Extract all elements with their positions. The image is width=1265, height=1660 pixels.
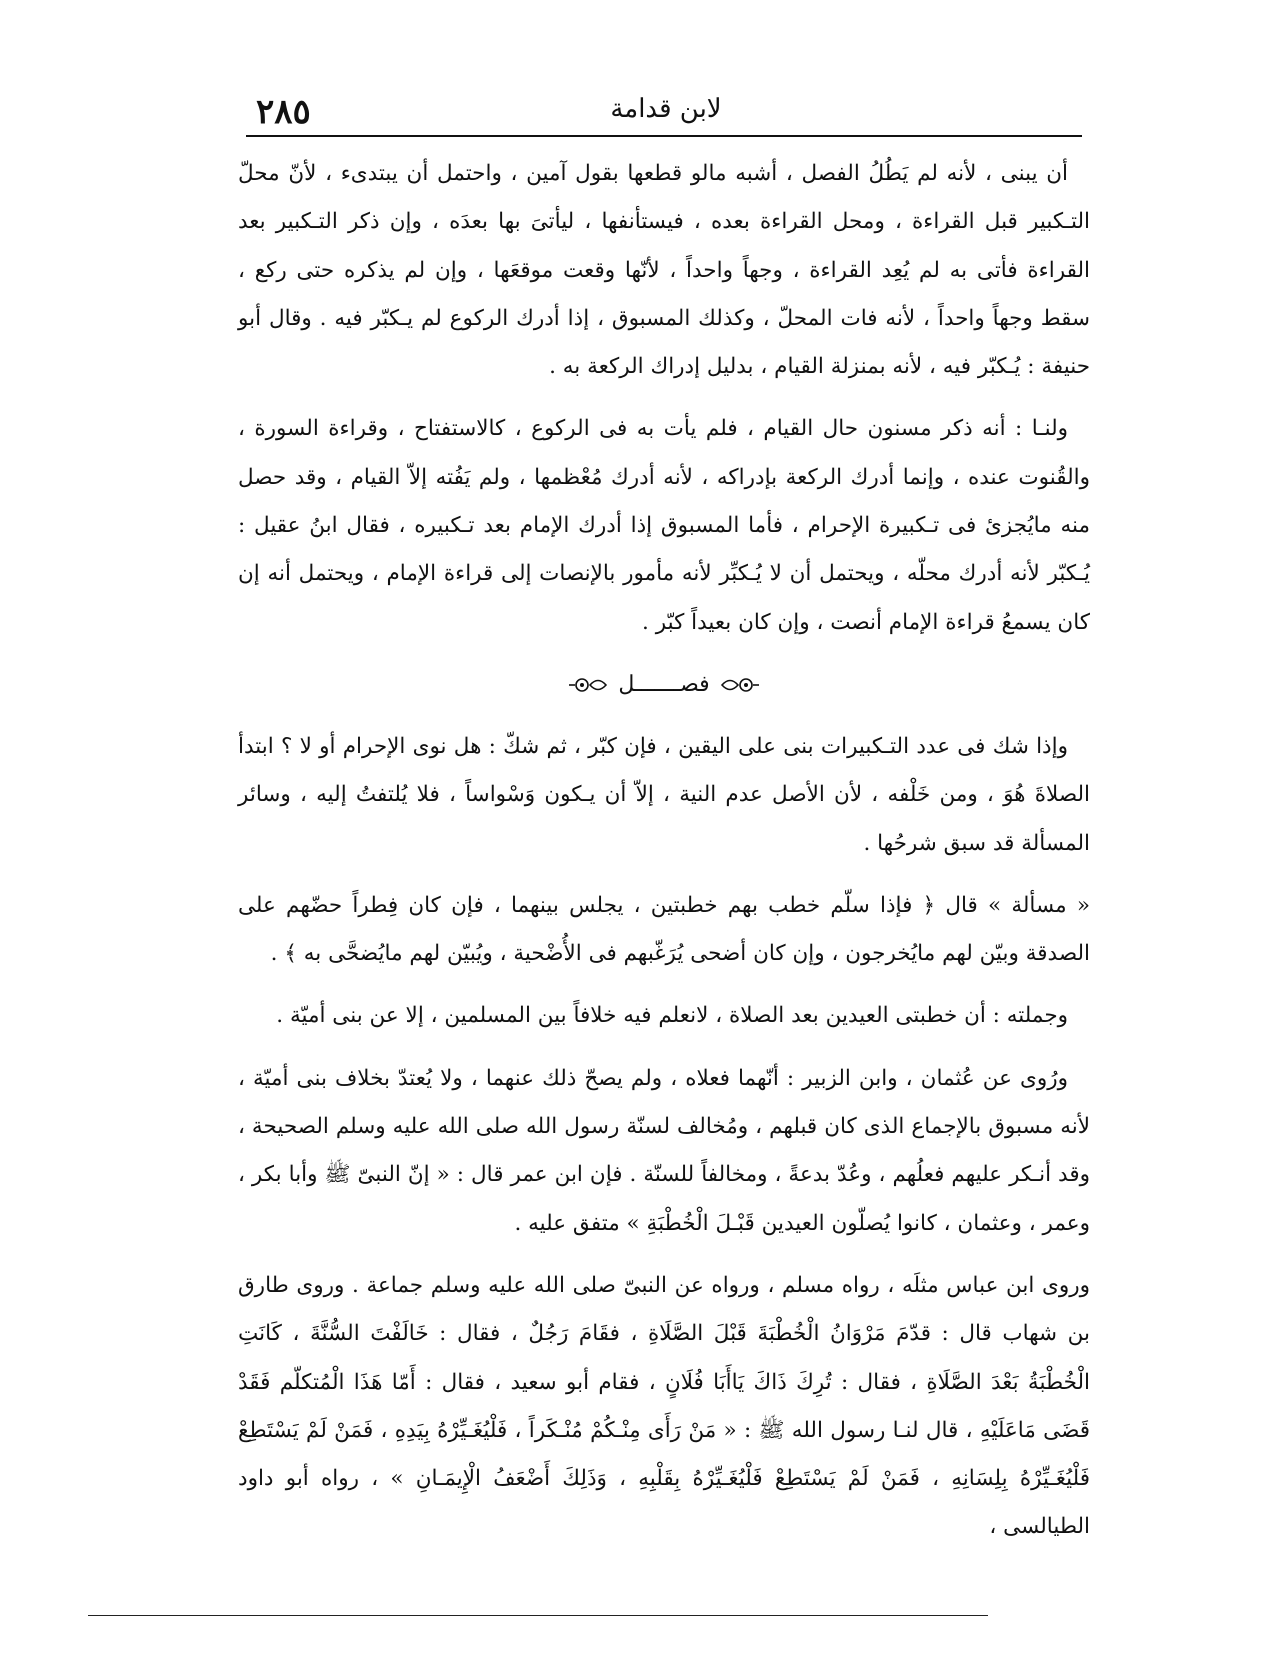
paragraph: أن يبنى ، لأنه لم يَطُلُ الفصل ، أشبه مالو قطعها بقول آمين ، واحتمل أن يبتدىء ، لأنّ محلّ التـكبير قبل القراءة ، ومحل القراءة بعده ، فيستأنفها ، ليأتىَ بها بعدَه ، وإن ذكر التـكبير بعد القراءة فأتى به لم يُعِد القراءة ، وجهاً واحداً ، لأنّها وقعت موقعَها ، وإن لم يذكره حتى ركع ، سقط وجهاً واحداً ، لأنه فات المحلّ ، وكذلك المسبوق ، إذا أدرك الركوع لم يـكبّر فيه . وقال أبو حنيفة : يُـكبّر فيه ، لأنه بمنزلة القيام ، بدليل إدراك الركعة به . [238, 161, 1090, 380]
section-divider [238, 661, 1090, 709]
ornament-right-icon [720, 674, 760, 696]
paragraph: ولنـا : أنه ذكر مسنون حال القيام ، فلم يأت به فى الركوع ، كالاستفتاح ، وقراءة السورة ، والقُنوت عنده ، وإنما أدرك الركعة بإدراكه ، لأنه أدرك مُعْظمها ، ولم يَفُته إلاّ القيام ، وقد حصل منه مايُجزئ فى تـكبيرة الإحرام ، فأما المسبوق إذا أدرك الإمام بعد تـكبيره ، فقال ابنُ عقيل : يُـكبّر لأنه أدرك محلّه ، ويحتمل أن لا يُـكبِّر لأنه مأمور بالإنصات إلى قراءة الإمام ، ويحتمل أنه إن كان يسمعُ قراءة الإمام أنصت ، وإن كان بعيداً كبّر . [238, 416, 1090, 635]
paragraph: وروى ابن عباس مثلَه ، رواه مسلم ، ورواه عن النبىّ صلى الله عليه وسلم جماعة . وروى طارق بن شهاب قال : قدّمَ مَرْوَانُ الْخُطْبَةَ قَبْلَ الصَّلَاةِ ، فقَامَ رَجُلٌ ، فقال : خَالَفْتَ السُّنَّةَ ، كَانَتِ الْخُطْبَةُ بَعْدَ الصَّلَاةِ ، فقال : تُرِكَ ذَاكَ يَاأَبَا فُلَانٍ ، فقام أبو سعيد ، فقال : أَمّا هَذَا الْمُتكلّم فَقَدْ قَضَى مَاعَلَيْهِ ، قال لنـا رسول الله ﷺ : « مَنْ رَأَى مِنْـكُمْ مُنْـكَراً ، فَلْيُغَـيِّرْهُ بِيَدِهِ ، فَمَنْ لَمْ يَسْتَطِعْ فَلْيُغَـيِّرْهُ بِلِسَانِهِ ، فَمَنْ لَمْ يَسْتَطِعْ فَلْيُغَـيِّرْهُ بِقَلْبِهِ ، وَذَلِكَ أَضْعَفُ الْإِيمَـانِ » ، رواه أبو داود الطيالسى ، [238, 1272, 1090, 1540]
page-body [238, 150, 1090, 1566]
running-title: لابن قدامة [610, 94, 722, 124]
page-header [256, 92, 1076, 132]
paragraph: وإذا شك فى عدد التـكبيرات بنى على اليقين ، فإن كبّر ، ثم شكّ : هل نوى الإحرام أو لا ؟ ابتدأ الصلاةَ هُوَ ، ومن خَلْفه ، لأن الأصل عدم النية ، إلاّ أن يـكون وَسْواساً ، فلا يُلتفتُ إليه ، وسائر المسألة قد سبق شرحُها . [238, 733, 1090, 856]
ornament-left-icon [568, 674, 608, 696]
section-title: فصـــــــل [618, 671, 710, 697]
paragraph: « مسألة » قال ﴿ فإذا سلّم خطب بهم خطبتين ، يجلس بينهما ، فإن كان فِطراً حضّهم على الصدقة وبيّن لهم مايُخرجون ، وإن كان أضحى يُرَغّبهم فى الأُضْحية ، ويُبيّن لهم مايُضحَّى به ﴾ . [238, 892, 1090, 967]
paragraph: وجملته : أن خطبتى العيدين بعد الصلاة ، لانعلم فيه خلافاً بين المسلمين ، إلا عن بنى أميّة . [276, 1003, 1068, 1029]
footer-rule [88, 1615, 988, 1616]
header-rule [246, 135, 1082, 137]
paragraph: ورُوى عن عُثمان ، وابن الزبير : أنّهما فعلاه ، ولم يصحّ ذلك عنهما ، ولا يُعتدّ بخلاف بنى أميّة ، لأنه مسبوق بالإجماع الذى كان قبلهم ، ومُخالف لسنّة رسول الله صلى الله عليه وسلم الصحيحة ، وقد أنـكر عليهم فعلُهم ، وعُدّ بدعةً ، ومخالفاً للسنّة . فإن ابن عمر قال : « إنّ النبىّ ﷺ وأبا بكر ، وعمر ، وعثمان ، كانوا يُصلّون العيدين قَبْـلَ الْخُطْبَةِ » متفق عليه . [238, 1065, 1090, 1236]
page-number: ٢٨٥ [256, 92, 311, 132]
